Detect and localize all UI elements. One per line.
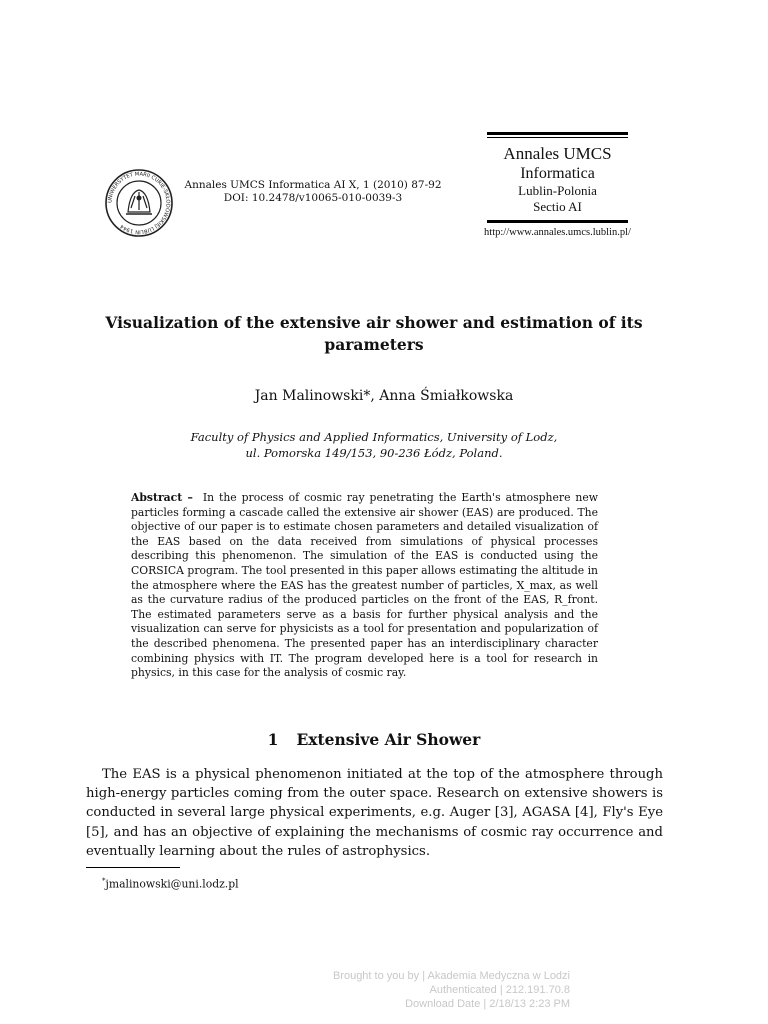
- journal-reference: [180, 179, 446, 205]
- abstract-label: Abstract –: [131, 491, 193, 504]
- brand-url-link[interactable]: http://www.annales.umcs.lublin.pl/: [484, 227, 631, 238]
- footnote-mark: *: [102, 877, 106, 885]
- footnote: [102, 874, 239, 892]
- abstract-text: In the process of cosmic ray penetrating the Earth's atmosphere new particles forming a cascade called the extensive air shower (EAS) are produced. The objective of our paper is to estimate chosen parameters and detailed visualization of the EAS based on the data received from simulations of physical processes describing this phenomenon. The simulation of the EAS is conducted using the CORSICA program. The tool presented in this paper allows estimating the altitude in the atmosphere where the EAS has the greatest number of particles, X_max, as well as the curvature radius of the produced particles on the front of the EAS, R_front. The estimated parameters serve as a basis for further physical analysis and the visualization can serve for physicists as a tool for presentation and popularization of the described phenomena. The presented paper has an interdisciplinary character combining physics with IT. The program developed here is a tool for research in physics, in this case for the analysis of cosmic ray.: [131, 491, 598, 680]
- brand-series: Informatica: [520, 165, 595, 182]
- section-heading: [0, 730, 748, 750]
- paper-authors: Jan Malinowski*, Anna Śmiałkowska: [254, 388, 514, 404]
- seal-text: UNIWERSYTET MARII CURIE-SKŁODOWSKIEJ LUBLIN 1944: [107, 171, 171, 235]
- paper-affiliation: [60, 429, 688, 461]
- brand-rule-top: [487, 132, 628, 135]
- section-title: Extensive Air Shower: [296, 730, 481, 749]
- journal-doi: DOI: 10.2478/v10065-010-0039-3: [223, 192, 403, 204]
- section-body-paragraph: The EAS is a physical phenomenon initiated at the top of the atmosphere through high-energy particles coming from the outer space. Research on extensive showers is conducted in several large physical experiments, e.g. Auger [3], AGASA [4], Fly's Eye [5], and has an objective of explaining the mechanisms of cosmic ray occurrence and eventually learning about the rules of astrophysics.: [86, 767, 663, 859]
- journal-citation: Annales UMCS Informatica AI X, 1 (2010) 87-92: [184, 179, 442, 191]
- affiliation-line-2: ul. Pomorska 149/153, 90-236 Łódz, Poland.: [245, 446, 503, 460]
- download-notice-line-2: Authenticated | 212.191.70.8: [429, 984, 570, 996]
- brand-name: Annales UMCS: [503, 144, 612, 163]
- download-notice-line-3: Download Date | 2/18/13 2:23 PM: [405, 998, 570, 1010]
- download-notice: [300, 969, 570, 1011]
- footnote-rule: [86, 867, 180, 868]
- paper-title: Visualization of the extensive air shower and estimation of its parameters: [105, 313, 643, 354]
- abstract-block: [131, 491, 598, 681]
- section-number: 1: [267, 730, 279, 749]
- university-seal-logo: [104, 168, 174, 238]
- brand-location: Lublin-Polonia: [518, 183, 597, 198]
- affiliation-line-1: Faculty of Physics and Applied Informatics, University of Lodz,: [190, 430, 558, 444]
- footnote-email: jmalinowski@uni.lodz.pl: [105, 877, 239, 891]
- brand-rule-bottom: [487, 220, 628, 223]
- brand-section: Sectio AI: [533, 199, 582, 214]
- download-notice-line-1: Brought to you by | Akademia Medyczna w Lodzi: [332, 970, 570, 982]
- journal-brand-block: [484, 132, 631, 239]
- brand-rule-thin: [487, 137, 628, 138]
